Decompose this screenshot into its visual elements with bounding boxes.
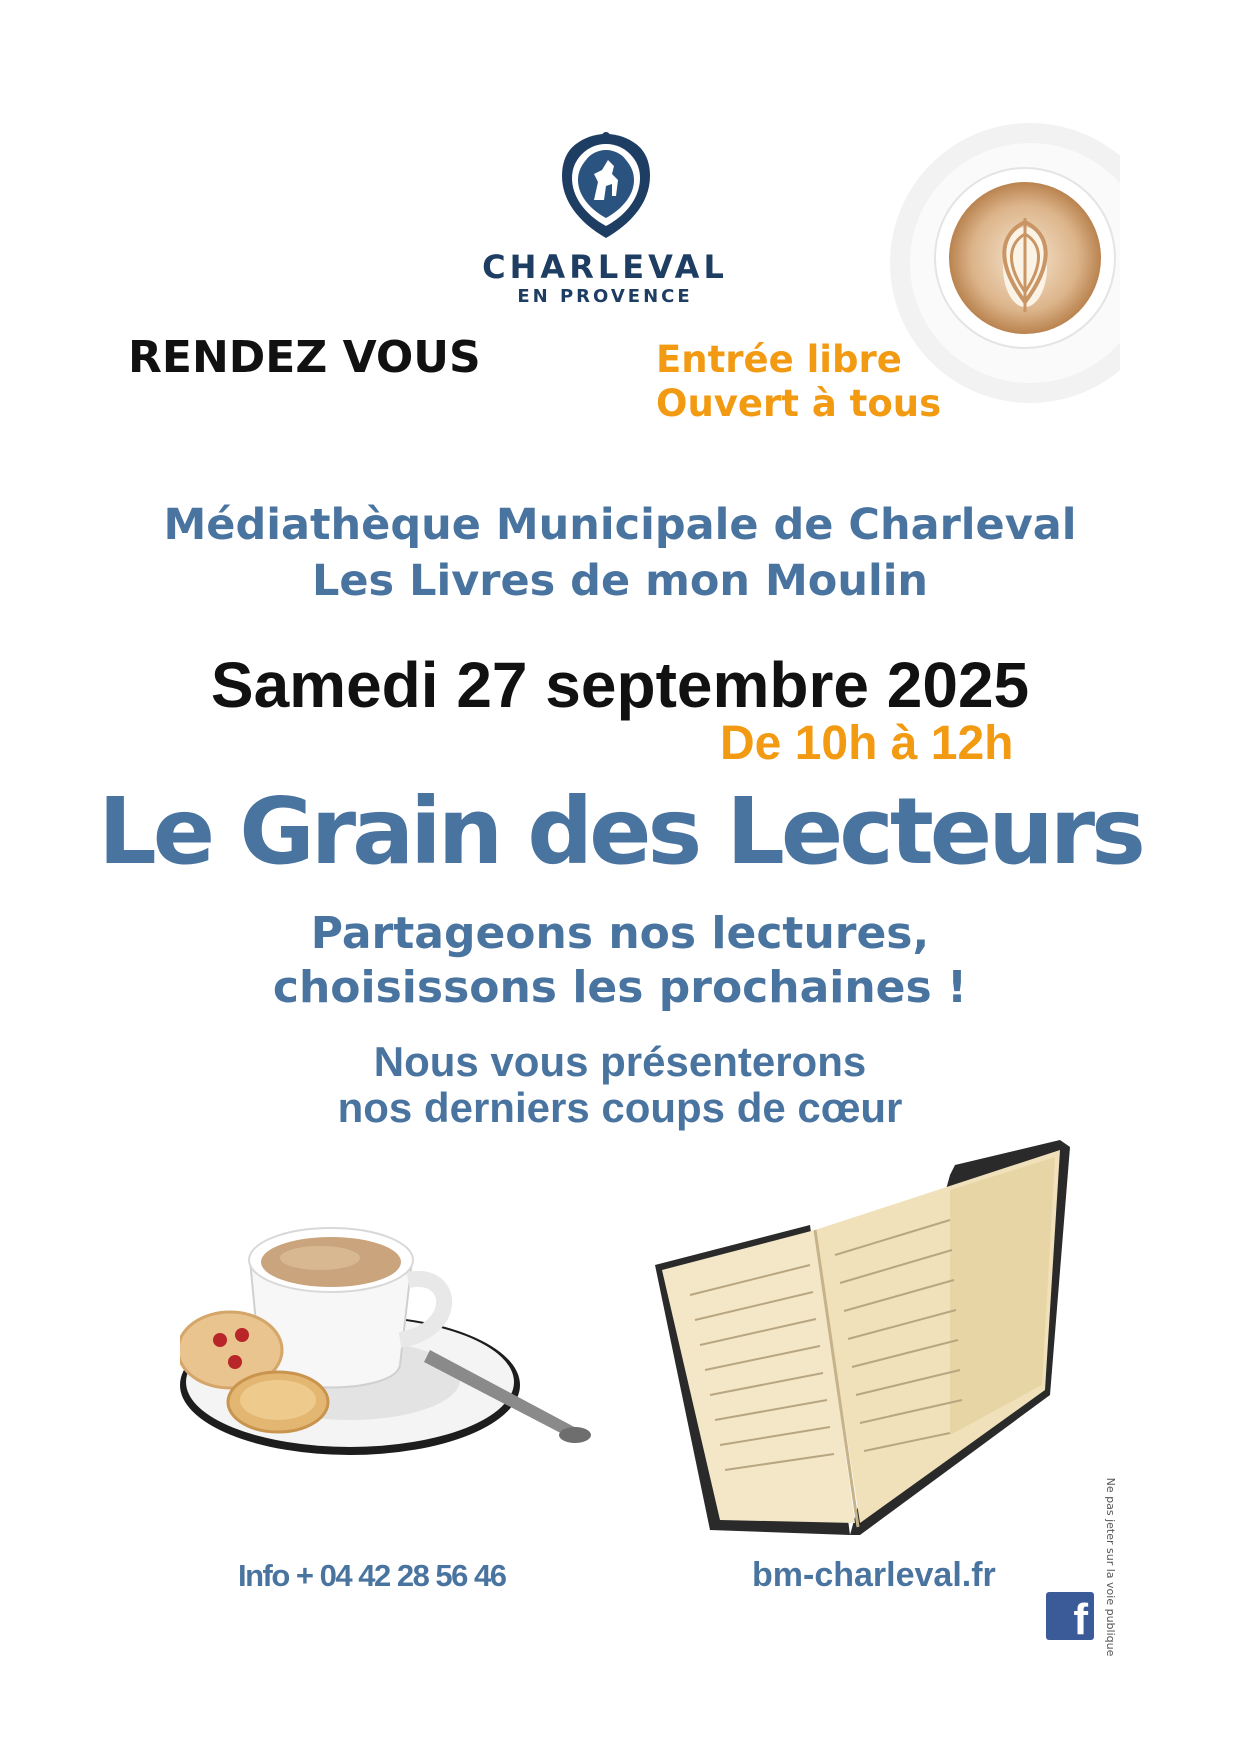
- brand-name: CHARLEVAL: [482, 248, 728, 286]
- event-title: Le Grain des Lecteurs: [98, 778, 1142, 885]
- note-line-1: Nous vous présenterons: [373, 1038, 867, 1085]
- website-link[interactable]: bm-charleval.fr: [752, 1556, 996, 1594]
- open-book-illustration: [650, 1135, 1080, 1535]
- charleval-crest-logo: [556, 130, 656, 242]
- event-time: De 10h à 12h: [720, 717, 1014, 770]
- note-line-2: nos derniers coups de cœur: [337, 1084, 903, 1131]
- event-date: Samedi 27 septembre 2025: [210, 649, 1030, 721]
- latte-cup-illustration: [880, 122, 1130, 404]
- tagline-line-1: Partageons nos lectures,: [310, 908, 930, 959]
- coffee-cup-biscuits-illustration: [180, 1190, 600, 1460]
- tagline-line-2: choisissons les prochaines !: [272, 962, 968, 1013]
- entry-line-free: Entrée libre: [656, 338, 902, 381]
- facebook-icon[interactable]: f: [1046, 1592, 1094, 1640]
- rendez-vous-heading: RENDEZ VOUS: [128, 332, 481, 383]
- recycling-notice: Ne pas jeter sur la voie publique: [1104, 1477, 1117, 1657]
- entry-line-open: Ouvert à tous: [656, 382, 942, 425]
- info-phone: Info + 04 42 28 56 46: [238, 1558, 506, 1593]
- venue-name: Médiathèque Municipale de Charleval: [163, 500, 1077, 550]
- brand-subtitle: EN PROVENCE: [517, 286, 693, 307]
- venue-subtitle: Les Livres de mon Moulin: [311, 556, 929, 606]
